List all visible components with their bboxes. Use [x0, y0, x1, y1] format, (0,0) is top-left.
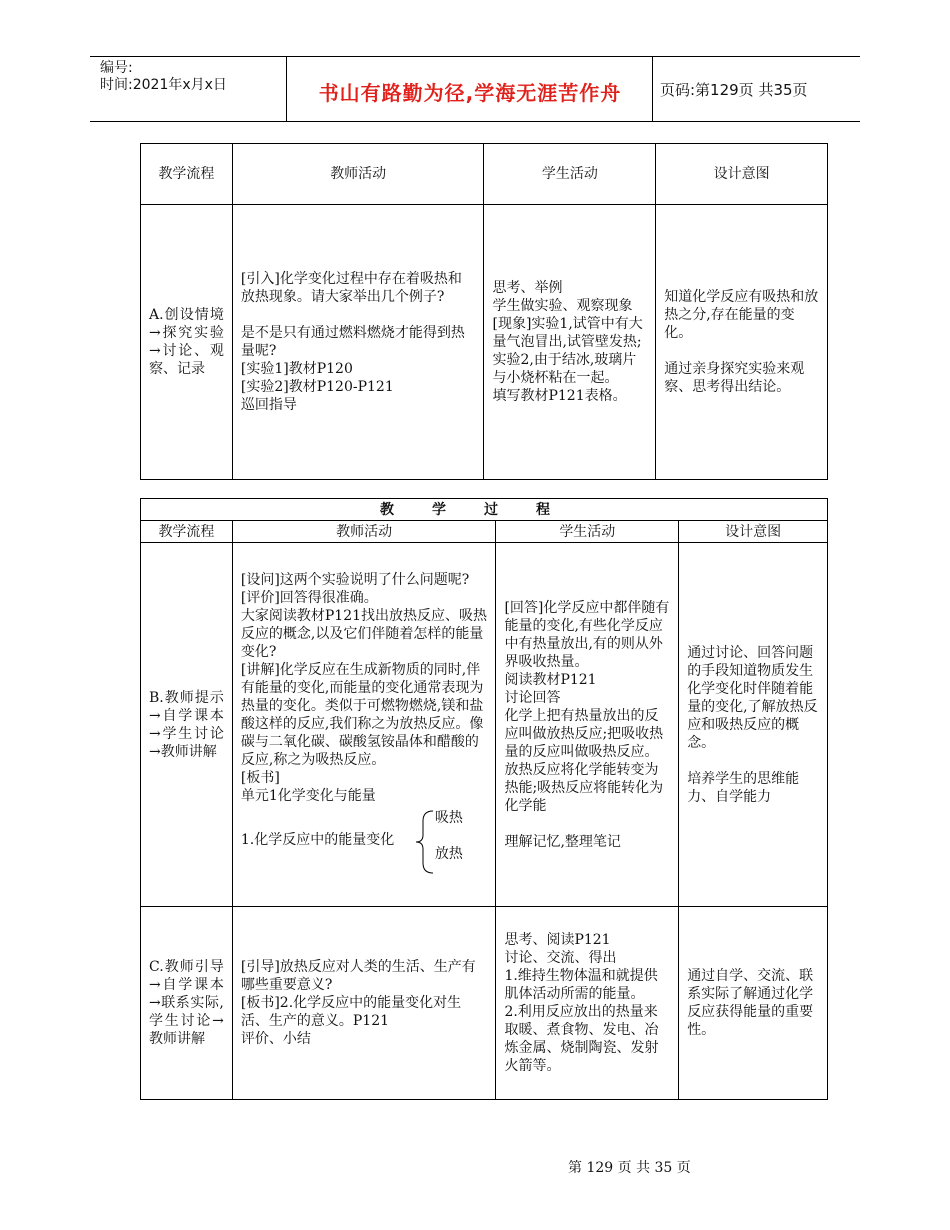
brace-item-release: 放热	[434, 845, 463, 862]
t2-rowB-teacher	[232, 543, 496, 907]
lesson-table-1	[140, 143, 828, 480]
t1-row-intent: 知道化学反应有吸热和放热之分,存在能量的变化。 通过亲身探究实验来观察、思考得出结论。	[656, 205, 828, 480]
brace-item-absorb: 吸热	[434, 809, 463, 826]
header-meta	[100, 60, 227, 94]
t2-rowC-intent: 通过自学、交流、联系实际了解通过化学反应获得能量的重要性。	[679, 907, 828, 1100]
t2-rowB-flow: B.教师提示→自学课本→学生讨论→教师讲解	[141, 543, 233, 907]
t1-row-teacher: [引入]化学变化过程中存在着吸热和放热现象。请大家举出几个例子? 是不是只有通过燃料燃烧才能得到热量呢? [实验1]教材P120 [实验2]教材P120-P121 巡回指导	[232, 205, 484, 480]
header-top-rule	[90, 56, 860, 57]
t1-header-student: 学生活动	[484, 144, 656, 205]
lesson-table-2	[140, 498, 828, 1100]
t1-header-intent: 设计意图	[656, 144, 828, 205]
t1-row-student: 思考、举例 学生做实验、观察现象 [现象]实验1,试管中有大量气泡冒出,试管壁发热;实验2,由于结冰,玻璃片与小烧杯粘在一起。 填写教材P121表格。	[484, 205, 656, 480]
header-page-info: 页码:第129页 共35页	[660, 81, 808, 99]
t2-header-intent: 设计意图	[679, 521, 828, 543]
brace-label: 1.化学反应中的能量变化	[240, 831, 395, 848]
energy-change-brace	[241, 807, 488, 879]
header-number-label: 编号:	[100, 60, 133, 76]
page-footer: 第 129 页 共 35 页	[568, 1160, 691, 1176]
t1-header-flow: 教学流程	[141, 144, 233, 205]
curly-brace-icon	[413, 807, 435, 877]
header-motto: 书山有路勤为径,学海无涯苦作舟	[318, 81, 622, 105]
header-divider-left	[286, 57, 287, 121]
t2-rowC-student: 思考、阅读P121 讨论、交流、得出 1.维持生物体温和就提供肌体活动所需的能量。 2.利用反应放出的热量来取暖、煮食物、发电、冶炼金属、烧制陶瓷、发射火箭等。	[496, 907, 679, 1100]
header-divider-right	[652, 57, 653, 121]
t1-header-teacher: 教师活动	[232, 144, 484, 205]
t2-header-flow: 教学流程	[141, 521, 233, 543]
header-bottom-rule	[90, 121, 860, 122]
t2-title: 教学过程	[141, 499, 828, 521]
header-time: 时间:2021年x月x日	[100, 77, 227, 93]
t1-row-flow: A.创设情境→探究实验→讨论、观察、记录	[141, 205, 233, 480]
t2-header-student: 学生活动	[496, 521, 679, 543]
t2-rowB-intent: 通过讨论、回答问题的手段知道物质发生化学变化时伴随着能量的变化,了解放热反应和吸热反应的概念。 培养学生的思维能力、自学能力	[679, 543, 828, 907]
t2-rowB-teacher-text: [设问]这两个实验说明了什么问题呢? [评价]回答得很准确。 大家阅读教材P121找出放热反应、吸热反应的概念,以及它们伴随着怎样的能量变化? [讲解]化学反应在生成新物质的同时,伴有能量的变化,而能量的变化通常表现为热量的变化。类似于可燃物燃烧,镁和盐酸这样的反应,我们称之为放热反应。像碳与二氧化碳、碳酸氢铵晶体和醋酸的反应,称之为吸热反应。 [板书] 单元1化学变化与能量	[240, 571, 488, 804]
t2-header-teacher: 教师活动	[232, 521, 496, 543]
t2-rowC-flow: C.教师引导→自学课本→联系实际,学生讨论→教师讲解	[141, 907, 233, 1100]
t2-rowC-teacher: [引导]放热反应对人类的生活、生产有哪些重要意义? [板书]2.化学反应中的能量变化对生活、生产的意义。P121 评价、小结	[232, 907, 496, 1100]
t2-rowB-student: [回答]化学反应中都伴随有能量的变化,有些化学反应中有热量放出,有的则从外界吸收热量。 阅读教材P121 讨论回答 化学上把有热量放出的反应叫做放热反应;把吸收热量的反应叫做吸热反应。放热反应将化学能转变为热能;吸热反应将能转化为化学能 理解记忆,整理笔记	[496, 543, 679, 907]
